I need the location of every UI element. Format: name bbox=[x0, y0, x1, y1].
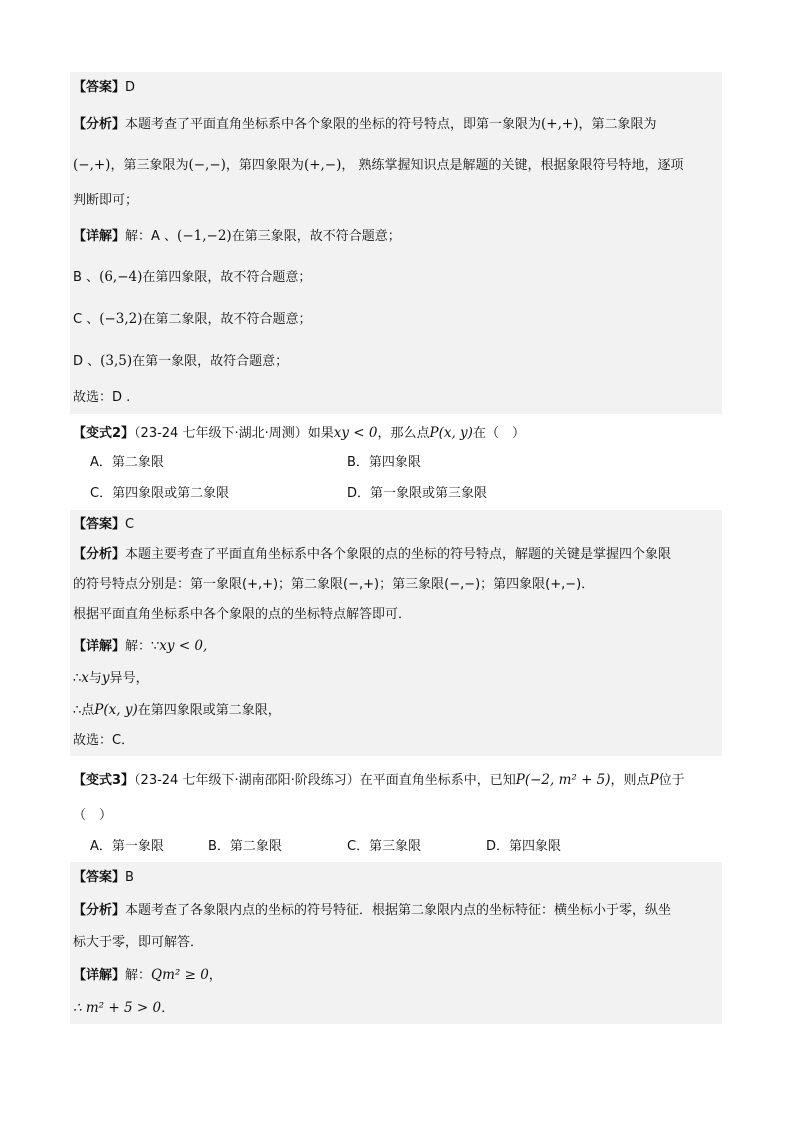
detail-text: 在第一象限，故符合题意； bbox=[132, 354, 289, 369]
answer-blank: （ ） bbox=[73, 808, 113, 823]
question-2 bbox=[70, 414, 722, 510]
detail-text: 在第二象限，故不符合题意； bbox=[142, 312, 312, 327]
analysis-text: 本题主要考查了平面直角坐标系中各个象限的点的坐标的符号特点，解题的关键是掌握四个象限 bbox=[125, 547, 672, 562]
analysis-line-2 bbox=[70, 144, 722, 186]
quadrant-4-sign: (+,−) bbox=[303, 157, 342, 173]
analysis-line-1 bbox=[70, 104, 722, 144]
detail-text: 在第四象限或第二象限， bbox=[137, 703, 281, 718]
answer-tag: 【答案】 bbox=[73, 80, 126, 95]
question-text: （23-24 七年级下·湖南邵阳·阶段练习）在平面直角坐标系中，已知 bbox=[134, 773, 516, 788]
analysis-text: 标大于零，即可解答． bbox=[73, 935, 204, 950]
quadrant-2-sign: (−,+) bbox=[73, 157, 111, 173]
choose-line bbox=[70, 382, 722, 414]
answer-value: D bbox=[125, 80, 136, 95]
question-stem bbox=[70, 418, 722, 448]
question-3 bbox=[70, 756, 722, 862]
detail-text: D 、 bbox=[73, 354, 101, 369]
detail-math: (−1,−2) bbox=[177, 228, 232, 244]
question-text: ，则点 bbox=[610, 773, 650, 788]
option-d[interactable]: D．第一象限或第三象限 bbox=[347, 486, 488, 501]
option-b[interactable]: B．第二象限 bbox=[208, 839, 282, 854]
solution-block-2 bbox=[70, 510, 722, 756]
question-math: P bbox=[649, 772, 659, 788]
question-paren bbox=[70, 800, 722, 832]
analysis-line-1 bbox=[70, 540, 722, 570]
question-text: （23-24 七年级下·湖北·周测）如果 bbox=[134, 426, 334, 441]
detail-text: 解： bbox=[125, 968, 152, 983]
question-stem bbox=[70, 760, 722, 800]
option-a[interactable]: A．第二象限 bbox=[90, 455, 164, 470]
detail-line-3 bbox=[70, 298, 722, 340]
detail-math: Qm² ≥ 0 bbox=[151, 967, 209, 983]
quadrant-1-sign: (+,+) bbox=[541, 116, 579, 132]
answer-value: C bbox=[125, 517, 135, 532]
options-row-1 bbox=[70, 448, 722, 478]
detail-text: 与 bbox=[88, 671, 102, 686]
detail-tag: 【详解】 bbox=[73, 229, 126, 244]
answer-value: B bbox=[125, 870, 134, 885]
detail-text: 解：∵ bbox=[125, 639, 160, 654]
question-math: P(−2, m² + 5) bbox=[515, 772, 611, 788]
question-math: P(x, y) bbox=[429, 425, 473, 441]
detail-tag: 【详解】 bbox=[73, 968, 126, 983]
question-math: xy < 0 bbox=[333, 425, 378, 441]
detail-text: 异号， bbox=[109, 671, 149, 686]
solution-block-3 bbox=[70, 862, 722, 1024]
detail-tag: 【详解】 bbox=[73, 639, 126, 654]
detail-math: x bbox=[81, 670, 89, 686]
detail-line-2 bbox=[70, 992, 722, 1024]
detail-text: B 、 bbox=[73, 270, 100, 285]
analysis-line-3 bbox=[70, 186, 722, 216]
choose-line bbox=[70, 726, 722, 756]
analysis-text: ，第三象限为 bbox=[110, 158, 189, 173]
answer-tag: 【答案】 bbox=[73, 870, 126, 885]
question-text: 在（ ） bbox=[472, 426, 525, 441]
page-content bbox=[70, 72, 722, 1024]
analysis-text: ， 熟练掌握知识点是解题的关键，根据象限符号特地，逐项 bbox=[341, 158, 684, 173]
analysis-text: 判断即可； bbox=[73, 193, 139, 208]
analysis-tag: 【分析】 bbox=[73, 903, 126, 918]
detail-line-1 bbox=[70, 630, 722, 662]
detail-math: P(x, y) bbox=[94, 702, 138, 718]
option-c[interactable]: C．第四象限或第二象限 bbox=[90, 486, 230, 501]
detail-math: y bbox=[101, 670, 110, 686]
detail-text: ， bbox=[208, 968, 222, 983]
detail-text: 在第四象限，故不符合题意； bbox=[142, 270, 312, 285]
option-b[interactable]: B．第四象限 bbox=[347, 455, 421, 470]
analysis-tag: 【分析】 bbox=[73, 547, 126, 562]
detail-line-1 bbox=[70, 216, 722, 256]
analysis-line-2 bbox=[70, 570, 722, 600]
option-d[interactable]: D．第四象限 bbox=[486, 839, 562, 854]
solution-block-1 bbox=[70, 72, 722, 414]
answer-line bbox=[70, 72, 722, 104]
detail-math: (6,−4) bbox=[99, 269, 143, 285]
detail-text: C 、 bbox=[73, 312, 100, 327]
detail-math: xy < 0, bbox=[159, 638, 208, 654]
detail-line-1 bbox=[70, 958, 722, 992]
detail-line-3 bbox=[70, 694, 722, 726]
detail-text: 解：A 、 bbox=[125, 229, 178, 244]
detail-math: (3,5) bbox=[100, 353, 133, 369]
analysis-text: 根据平面直角坐标系中各个象限的点的坐标特点解答即可． bbox=[73, 607, 412, 622]
analysis-text: 本题考查了平面直角坐标系中各个象限的坐标的符号特点，即第一象限为 bbox=[125, 117, 542, 132]
detail-math: ∴ m² + 5 > 0． bbox=[73, 1000, 175, 1016]
option-c[interactable]: C．第三象限 bbox=[347, 839, 422, 854]
quadrant-3-sign: (−,−) bbox=[188, 157, 226, 173]
question-tag: 【变式3】 bbox=[73, 773, 135, 788]
options-row-2 bbox=[70, 478, 722, 510]
analysis-text: 的符号特点分别是：第一象限(+,+)；第二象限(−,+)；第三象限(−,−)；第四象限(+,−)． bbox=[73, 577, 595, 592]
options-row bbox=[70, 832, 722, 862]
analysis-line-3 bbox=[70, 600, 722, 630]
analysis-line-1 bbox=[70, 894, 722, 928]
analysis-text: 本题考查了各象限内点的坐标的符号特征．根据第二象限内点的坐标特征：横坐标小于零，纵坐 bbox=[125, 903, 672, 918]
analysis-text: ，第四象限为 bbox=[225, 158, 304, 173]
analysis-line-2 bbox=[70, 928, 722, 958]
choose-text: 故选：D . bbox=[73, 390, 131, 405]
analysis-tag: 【分析】 bbox=[73, 117, 126, 132]
answer-line bbox=[70, 862, 722, 894]
detail-line-2 bbox=[70, 662, 722, 694]
option-a[interactable]: A．第一象限 bbox=[90, 839, 164, 854]
question-text: ，那么点 bbox=[377, 426, 430, 441]
answer-line bbox=[70, 510, 722, 540]
detail-line-4 bbox=[70, 340, 722, 382]
choose-text: 故选：C． bbox=[73, 733, 135, 748]
answer-tag: 【答案】 bbox=[73, 517, 126, 532]
analysis-text: ，第二象限为 bbox=[578, 117, 657, 132]
detail-text: ∴ bbox=[73, 671, 82, 686]
detail-text: ∴点 bbox=[73, 703, 95, 718]
question-tag: 【变式2】 bbox=[73, 426, 135, 441]
detail-text: 在第三象限，故不符合题意； bbox=[231, 229, 401, 244]
detail-math: (−3,2) bbox=[99, 311, 143, 327]
question-text: 位于 bbox=[658, 773, 685, 788]
detail-line-2 bbox=[70, 256, 722, 298]
